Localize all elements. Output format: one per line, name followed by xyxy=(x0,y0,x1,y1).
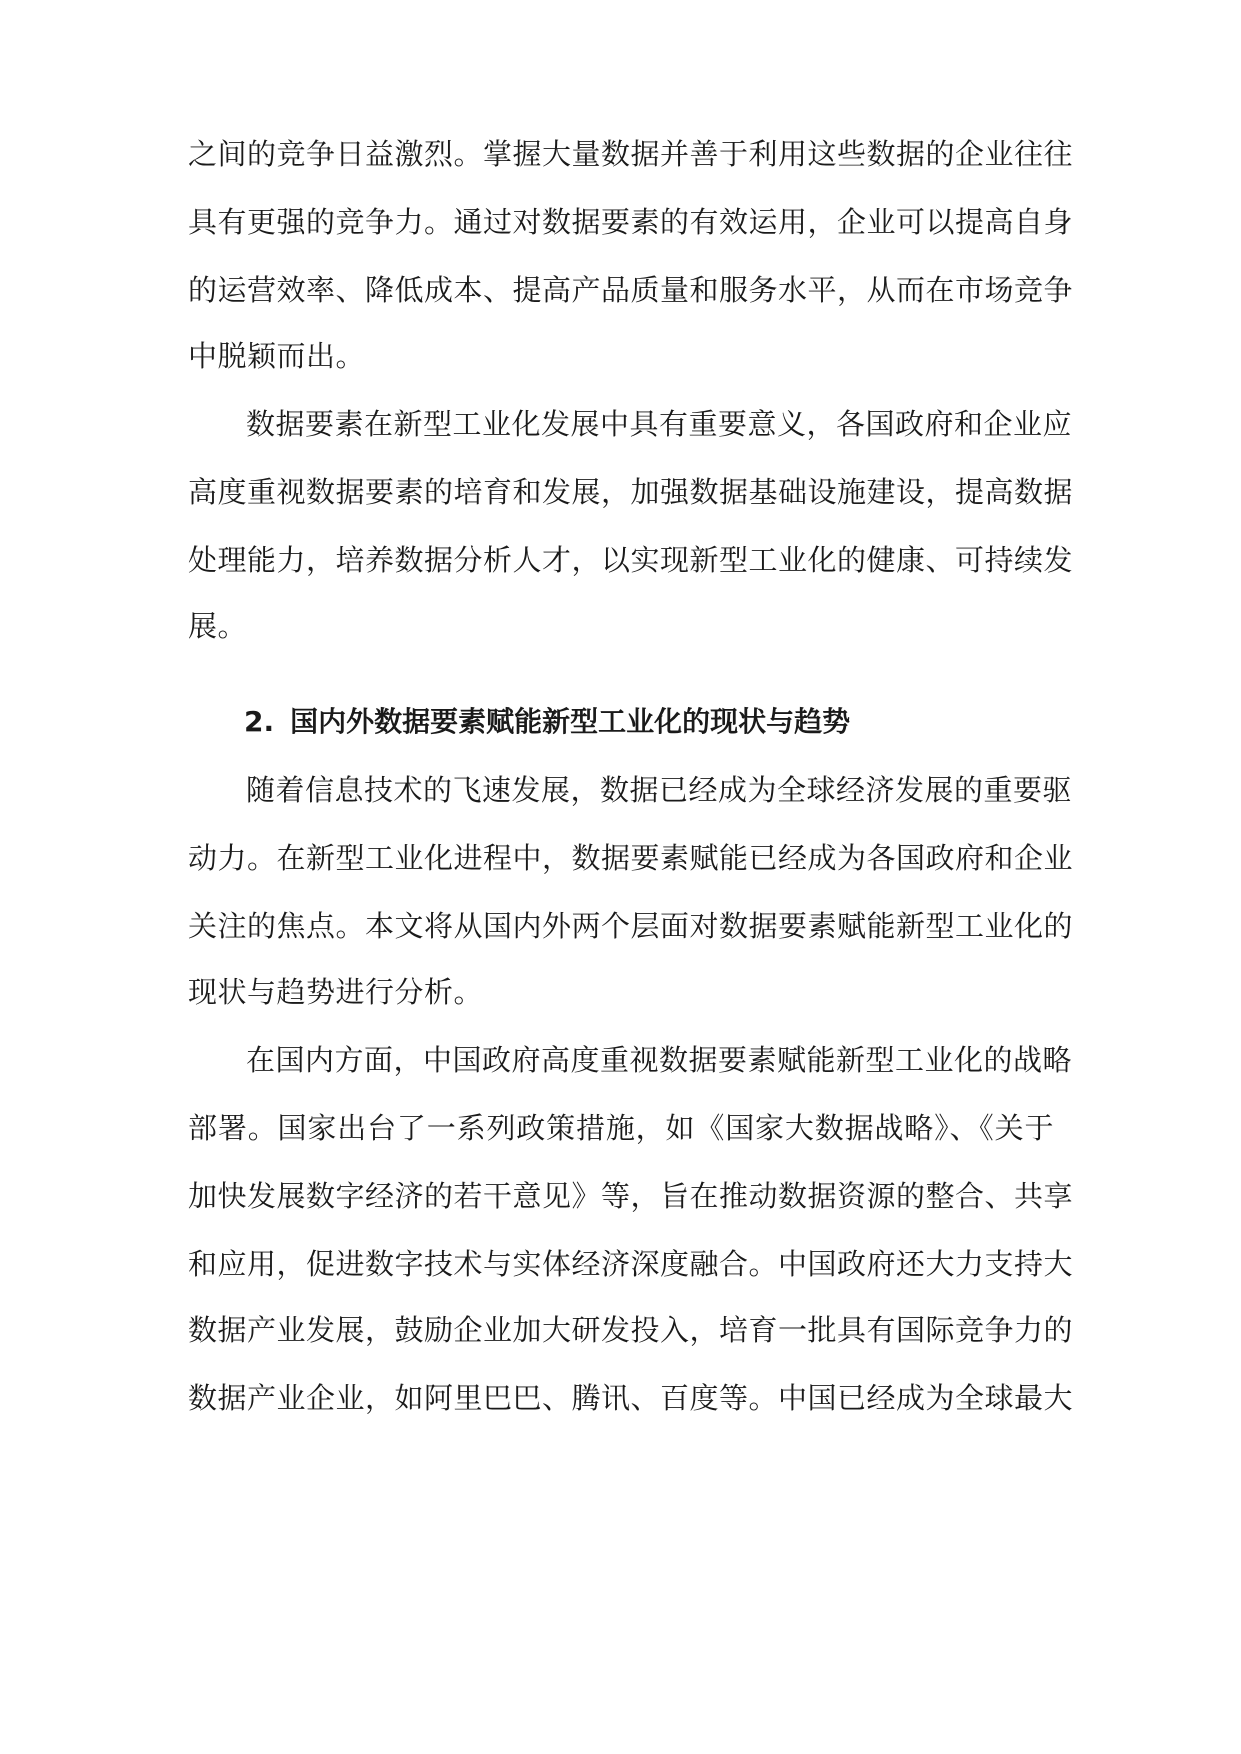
section-title: 国内外数据要素赋能新型工业化的现状与趋势 xyxy=(290,705,851,738)
section-number: 2. xyxy=(244,705,275,738)
paragraph-line: 的运营效率、降低成本、提高产品质量和服务水平，从而在市场竞争 xyxy=(188,273,1074,307)
paragraph-line: 中脱颖而出。 xyxy=(188,339,366,373)
paragraph-line: 具有更强的竞争力。通过对数据要素的有效运用，企业可以提高自身 xyxy=(188,205,1074,239)
paragraph-line: 数据产业发展，鼓励企业加大研发投入，培育一批具有国际竞争力的 xyxy=(188,1313,1074,1347)
paragraph-line: 高度重视数据要素的培育和发展，加强数据基础设施建设，提高数据 xyxy=(188,475,1074,509)
paragraph-line: 关注的焦点。本文将从国内外两个层面对数据要素赋能新型工业化的 xyxy=(188,909,1074,943)
paragraph-line: 数据要素在新型工业化发展中具有重要意义，各国政府和企业应 xyxy=(246,407,1073,441)
paragraph-line: 加快发展数字经济的若干意见》等，旨在推动数据资源的整合、共享 xyxy=(188,1179,1074,1213)
paragraph-line: 处理能力，培养数据分析人才，以实现新型工业化的健康、可持续发 xyxy=(188,543,1074,577)
paragraph-line: 现状与趋势进行分析。 xyxy=(188,975,484,1009)
paragraph-line: 动力。在新型工业化进程中，数据要素赋能已经成为各国政府和企业 xyxy=(188,841,1074,875)
paragraph-line: 随着信息技术的飞速发展，数据已经成为全球经济发展的重要驱 xyxy=(246,773,1073,807)
paragraph-line: 数据产业企业，如阿里巴巴、腾讯、百度等。中国已经成为全球最大 xyxy=(188,1381,1074,1415)
section-heading xyxy=(244,700,1054,744)
paragraph-line: 展。 xyxy=(188,609,248,643)
paragraph-line: 在国内方面，中国政府高度重视数据要素赋能新型工业化的战略 xyxy=(246,1043,1073,1077)
paragraph-line: 部署。国家出台了一系列政策措施，如《国家大数据战略》、《关于 xyxy=(188,1111,1054,1145)
paragraph-line: 和应用，促进数字技术与实体经济深度融合。中国政府还大力支持大 xyxy=(188,1247,1074,1281)
paragraph-line: 之间的竞争日益激烈。掌握大量数据并善于利用这些数据的企业往往 xyxy=(188,137,1074,171)
